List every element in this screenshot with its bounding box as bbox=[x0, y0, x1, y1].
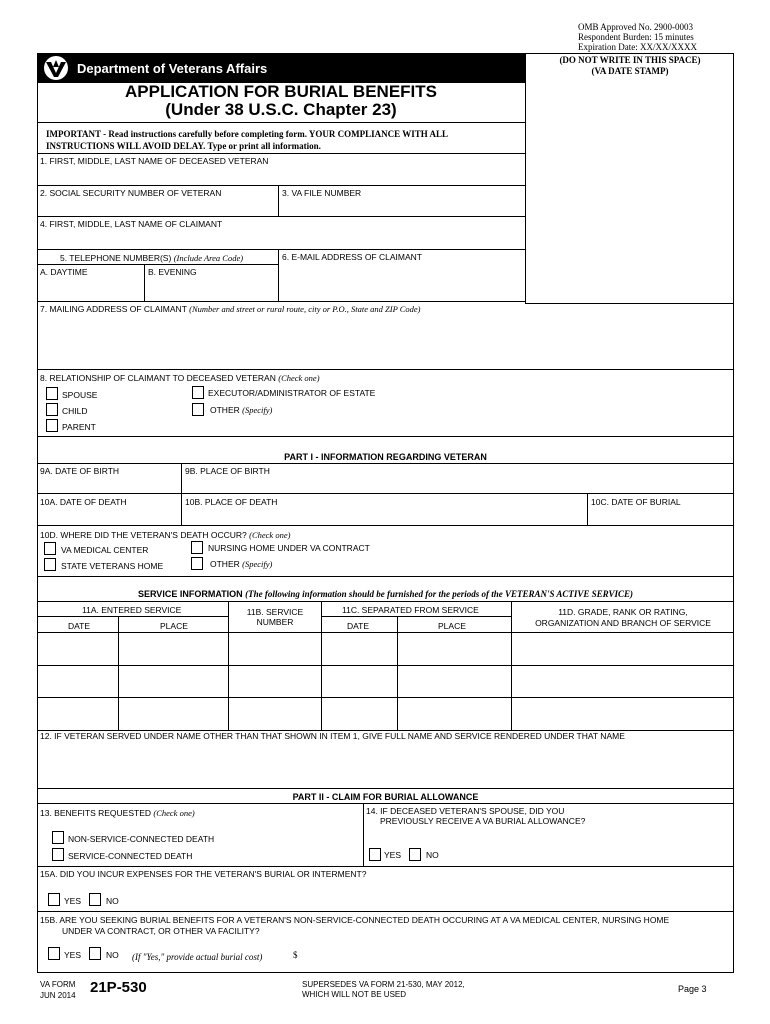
veteran-ssn-field[interactable] bbox=[37, 198, 278, 216]
field-10d-note: (Check one) bbox=[249, 530, 291, 540]
footer-date: JUN 2014 bbox=[40, 991, 76, 1000]
expenses-no-checkbox[interactable] bbox=[89, 893, 101, 906]
field-2-label: 2. SOCIAL SECURITY NUMBER OF VETERAN bbox=[40, 188, 222, 198]
seeking-benefits-yes-label: YES bbox=[64, 950, 82, 960]
expiration-date: Expiration Date: XX/XX/XXXX bbox=[578, 42, 697, 52]
field-8-note: (Check one) bbox=[278, 373, 320, 383]
death-place-other-specify: (Specify) bbox=[242, 559, 273, 569]
service-row-3[interactable] bbox=[37, 698, 734, 729]
field-5-text: 5. TELEPHONE NUMBER(S) bbox=[60, 253, 172, 263]
service-info-title: SERVICE INFORMATION bbox=[137, 589, 243, 599]
va-logo-icon bbox=[40, 55, 72, 81]
field-13-note: (Check one) bbox=[153, 808, 195, 818]
entered-place-header: PLACE bbox=[160, 621, 188, 631]
field-12-label: 12. IF VETERAN SERVED UNDER NAME OTHER THAN THAT SHOWN IN ITEM 1, GIVE FULL NAME AND SERVICE RENDERED UNDER THAT NAME bbox=[40, 731, 625, 741]
field-14-line-1: 14. IF DECEASED VETERAN'S SPOUSE, DID YOU bbox=[366, 806, 565, 816]
field-15b-line-2: UNDER VA CONTRACT, OR OTHER VA FACILITY? bbox=[62, 926, 260, 936]
field-6-label: 6. E-MAIL ADDRESS OF CLAIMANT bbox=[282, 252, 422, 262]
supersedes-line-2: WHICH WILL NOT BE USED bbox=[302, 990, 407, 999]
evening-phone-field[interactable] bbox=[145, 277, 277, 301]
field-1-label: 1. FIRST, MIDDLE, LAST NAME OF DECEASED VETERAN bbox=[40, 156, 269, 166]
daytime-phone-field[interactable] bbox=[37, 277, 144, 301]
prev-allowance-no-checkbox[interactable] bbox=[409, 848, 421, 861]
omb-info bbox=[578, 22, 697, 52]
service-row-2[interactable] bbox=[37, 666, 734, 697]
other-name-service-field[interactable] bbox=[37, 742, 734, 787]
field-10d-label bbox=[40, 530, 290, 540]
omb-number: OMB Approved No. 2900-0003 bbox=[578, 22, 693, 32]
form-number: 21P-530 bbox=[90, 979, 147, 996]
field-10c-label: 10C. DATE OF BURIAL bbox=[591, 497, 681, 507]
field-7-note: (Number and street or rural route, city or P.O., State and ZIP Code) bbox=[189, 304, 421, 314]
part-1-heading: PART I - INFORMATION REGARDING VETERAN bbox=[284, 452, 487, 462]
field-10d-text: 10D. WHERE DID THE VETERAN'S DEATH OCCUR? bbox=[40, 530, 247, 540]
field-8-text: 8. RELATIONSHIP OF CLAIMANT TO DECEASED VETERAN bbox=[40, 373, 276, 383]
spouse-label: SPOUSE bbox=[62, 390, 98, 400]
non-service-connected-checkbox[interactable] bbox=[52, 831, 64, 844]
field-4-label: 4. FIRST, MIDDLE, LAST NAME OF CLAIMANT bbox=[40, 219, 223, 229]
dollar-sign: $ bbox=[293, 950, 298, 960]
death-place-other-label bbox=[210, 559, 272, 569]
field-15a-label: 15A. DID YOU INCUR EXPENSES FOR THE VETERAN'S BURIAL OR INTERMENT? bbox=[40, 869, 367, 879]
field-11b-line-2: NUMBER bbox=[256, 617, 294, 627]
field-9b-label: 9B. PLACE OF BIRTH bbox=[185, 466, 270, 476]
death-place-other-checkbox[interactable] bbox=[191, 557, 203, 570]
nursing-home-label: NURSING HOME UNDER VA CONTRACT bbox=[208, 543, 370, 553]
va-medical-center-checkbox[interactable] bbox=[44, 542, 56, 555]
va-file-number-field[interactable] bbox=[279, 198, 524, 216]
field-5b-label: B. EVENING bbox=[148, 267, 197, 277]
field-13-text: 13. BENEFITS REQUESTED bbox=[40, 808, 151, 818]
state-veterans-home-label: STATE VETERANS HOME bbox=[61, 561, 164, 571]
death-place-other-text: OTHER bbox=[210, 559, 240, 569]
service-row-1[interactable] bbox=[37, 633, 734, 665]
field-11c-label: 11C. SEPARATED FROM SERVICE bbox=[342, 605, 479, 615]
date-of-birth-field[interactable] bbox=[37, 476, 181, 492]
place-of-death-field[interactable] bbox=[182, 507, 587, 525]
field-11b-line-1: 11B. SERVICE bbox=[246, 607, 304, 617]
field-5-label bbox=[60, 253, 243, 263]
mailing-address-field[interactable] bbox=[37, 315, 734, 368]
relationship-other-text: OTHER bbox=[210, 405, 240, 415]
form-subtitle: (Under 38 U.S.C. Chapter 23) bbox=[165, 100, 397, 119]
child-label: CHILD bbox=[62, 406, 88, 416]
relationship-other-specify: (Specify) bbox=[242, 405, 273, 415]
field-10b-label: 10B. PLACE OF DEATH bbox=[185, 497, 278, 507]
form-title: APPLICATION FOR BURIAL BENEFITS bbox=[125, 82, 437, 101]
service-connected-label: SERVICE-CONNECTED DEATH bbox=[68, 851, 193, 861]
parent-label: PARENT bbox=[62, 422, 96, 432]
va-date-stamp-label: (VA DATE STAMP) bbox=[591, 66, 669, 76]
claimant-email-field[interactable] bbox=[279, 262, 524, 300]
entered-date-header: DATE bbox=[68, 621, 91, 631]
burial-cost-note: (If "Yes," provide actual burial cost) bbox=[132, 952, 263, 962]
field-8-label bbox=[40, 373, 320, 383]
field-7-label bbox=[40, 304, 421, 314]
date-of-death-field[interactable] bbox=[37, 507, 181, 525]
service-info-note: (The following information should be furnished for the periods of the VETERAN'S ACTIVE SERVICE) bbox=[245, 589, 634, 599]
date-of-burial-field[interactable] bbox=[588, 507, 733, 525]
field-5a-label: A. DAYTIME bbox=[40, 267, 88, 277]
executor-label: EXECUTOR/ADMINISTRATOR OF ESTATE bbox=[208, 388, 376, 398]
va-stamp-area bbox=[526, 55, 734, 77]
department-name: Department of Veterans Affairs bbox=[77, 61, 268, 76]
relationship-other-label bbox=[210, 405, 272, 415]
respondent-burden: Respondent Burden: 15 minutes bbox=[578, 32, 694, 42]
non-service-connected-label: NON-SERVICE-CONNECTED DEATH bbox=[68, 834, 215, 844]
field-11d-label bbox=[512, 607, 734, 629]
expenses-yes-checkbox[interactable] bbox=[48, 893, 60, 906]
footer-va-form: VA FORM bbox=[40, 980, 76, 989]
state-veterans-home-checkbox[interactable] bbox=[44, 558, 56, 571]
field-13-label bbox=[40, 808, 195, 818]
actual-burial-cost-field[interactable] bbox=[300, 946, 500, 966]
field-10a-label: 10A. DATE OF DEATH bbox=[40, 497, 127, 507]
separated-place-header: PLACE bbox=[438, 621, 466, 631]
supersedes-line-1: SUPERSEDES VA FORM 21-530, MAY 2012, bbox=[302, 980, 465, 989]
do-not-write-label: (DO NOT WRITE IN THIS SPACE) bbox=[559, 55, 701, 65]
service-info-heading bbox=[37, 589, 734, 599]
parent-checkbox[interactable] bbox=[46, 419, 58, 432]
field-11d-line-2: ORGANIZATION AND BRANCH OF SERVICE bbox=[535, 618, 711, 628]
va-medical-center-label: VA MEDICAL CENTER bbox=[61, 545, 149, 555]
va-header-bar bbox=[37, 53, 525, 83]
important-notice bbox=[46, 128, 448, 152]
deceased-veteran-name-field[interactable] bbox=[37, 166, 525, 184]
field-11b-label bbox=[229, 607, 321, 627]
child-checkbox[interactable] bbox=[46, 403, 58, 416]
field-5-note: (Include Area Code) bbox=[173, 253, 244, 263]
expenses-yes-label: YES bbox=[64, 896, 82, 906]
place-of-birth-field[interactable] bbox=[182, 476, 733, 492]
field-15b-line-1: 15B. ARE YOU SEEKING BURIAL BENEFITS FOR A VETERAN'S NON-SERVICE-CONNECTED DEATH OCCURING AT A VA MEDICAL CENTER, NURSING HOME bbox=[40, 915, 670, 925]
page-number: Page 3 bbox=[678, 984, 707, 994]
service-connected-checkbox[interactable] bbox=[52, 848, 64, 861]
field-11d-line-1: 11D. GRADE, RANK OR RATING, bbox=[558, 607, 688, 617]
expenses-no-label: NO bbox=[106, 896, 119, 906]
prev-allowance-no-label: NO bbox=[426, 850, 439, 860]
important-line-1: IMPORTANT - Read instructions carefully before completing form. YOUR COMPLIANCE WITH ALL bbox=[46, 129, 449, 139]
claimant-name-field[interactable] bbox=[37, 229, 525, 249]
separated-date-header: DATE bbox=[347, 621, 370, 631]
prev-allowance-yes-checkbox[interactable] bbox=[369, 848, 381, 861]
seeking-benefits-no-label: NO bbox=[106, 950, 119, 960]
seeking-benefits-no-checkbox[interactable] bbox=[89, 947, 101, 960]
seeking-benefits-yes-checkbox[interactable] bbox=[48, 947, 60, 960]
spouse-checkbox[interactable] bbox=[46, 387, 58, 400]
field-14-line-2: PREVIOUSLY RECEIVE A VA BURIAL ALLOWANCE? bbox=[380, 816, 586, 826]
field-11a-label: 11A. ENTERED SERVICE bbox=[82, 605, 182, 615]
prev-allowance-yes-label: YES bbox=[384, 850, 402, 860]
field-9a-label: 9A. DATE OF BIRTH bbox=[40, 466, 120, 476]
nursing-home-checkbox[interactable] bbox=[191, 541, 203, 554]
relationship-other-checkbox[interactable] bbox=[192, 403, 204, 416]
part-2-heading: PART II - CLAIM FOR BURIAL ALLOWANCE bbox=[292, 792, 479, 802]
field-3-label: 3. VA FILE NUMBER bbox=[282, 188, 362, 198]
important-line-2: INSTRUCTIONS WILL AVOID DELAY. Type or print all information. bbox=[46, 141, 321, 151]
executor-checkbox[interactable] bbox=[192, 386, 204, 399]
field-7-text: 7. MAILING ADDRESS OF CLAIMANT bbox=[40, 304, 187, 314]
